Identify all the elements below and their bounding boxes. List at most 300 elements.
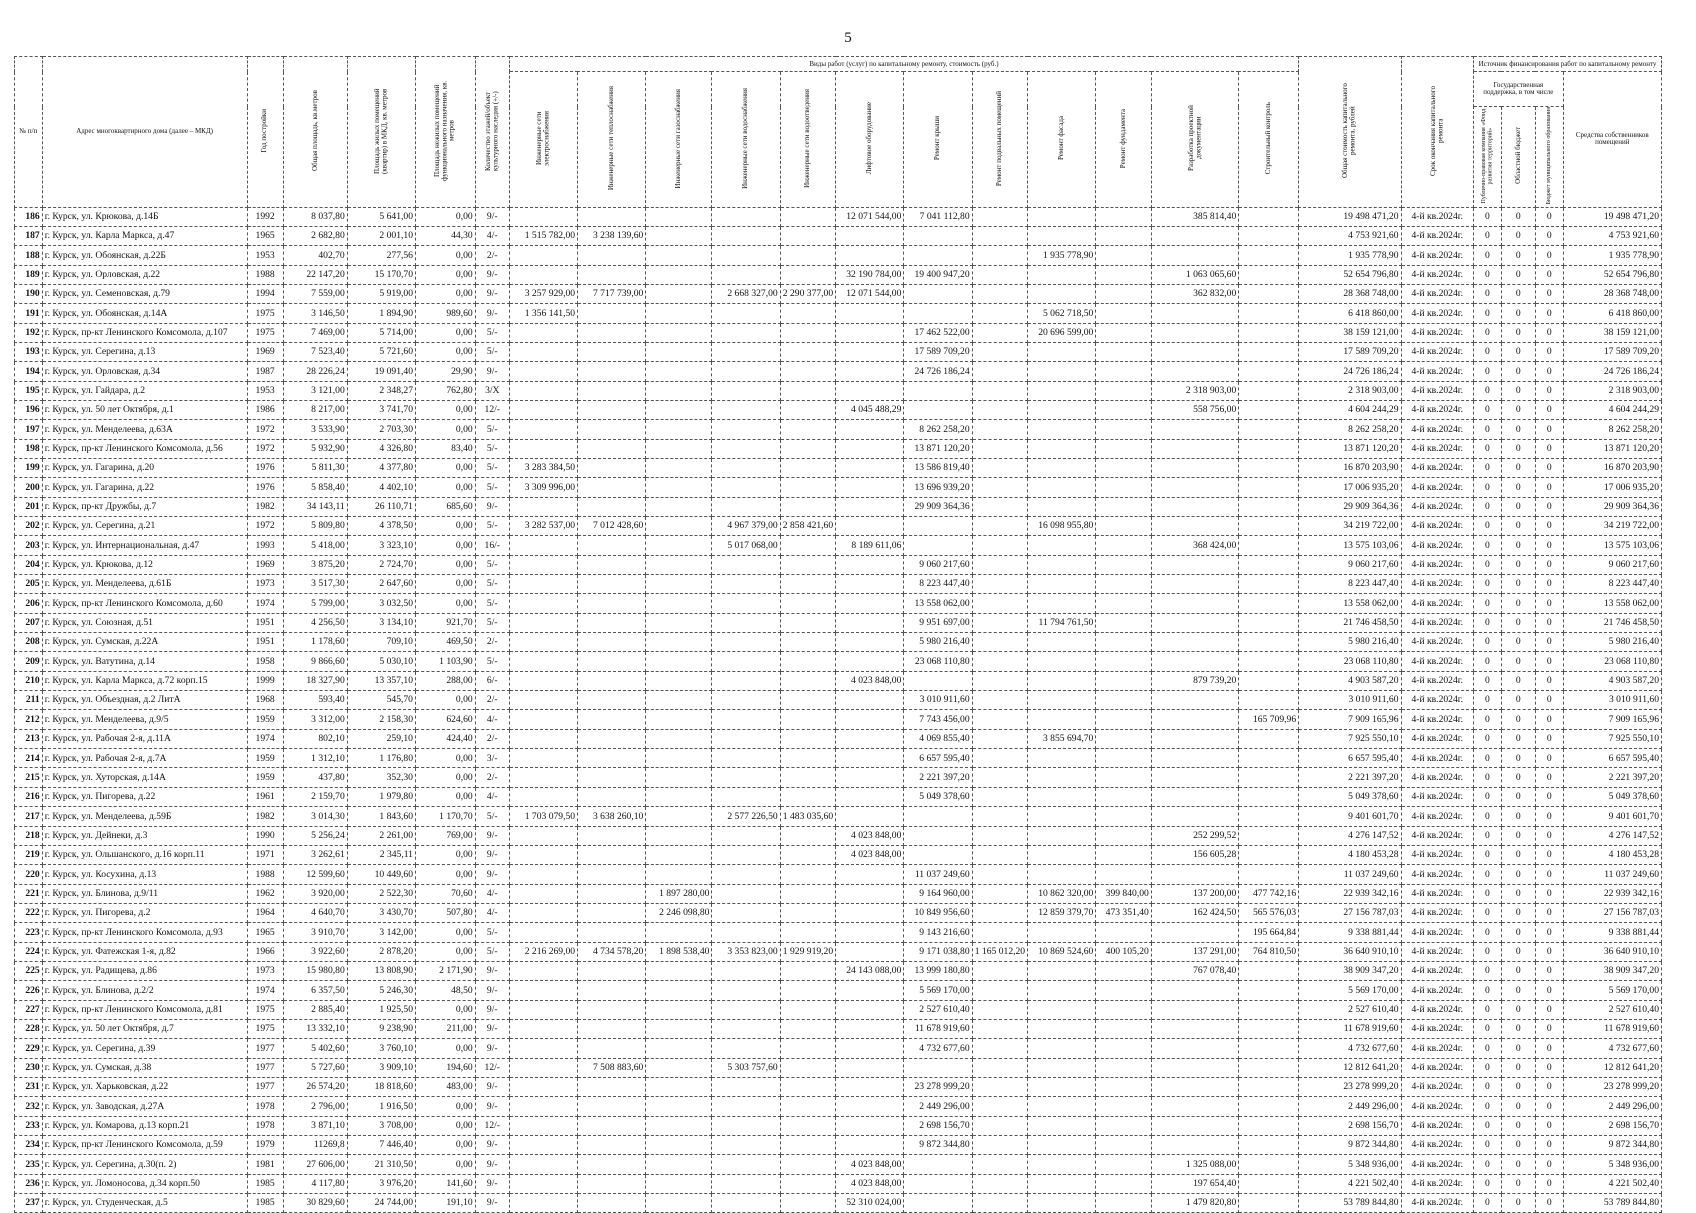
row-work-cost xyxy=(836,807,904,826)
row-finance-value: 4 903 587,20 xyxy=(1563,671,1661,690)
row-work-cost: 1 483 035,60 xyxy=(780,807,835,826)
row-living-area: 277,56 xyxy=(347,246,415,265)
row-work-cost: 32 190 784,00 xyxy=(836,265,904,284)
row-work-cost xyxy=(578,729,646,748)
row-work-cost xyxy=(1151,691,1238,710)
row-work-cost xyxy=(904,284,972,303)
row-finance-value: 0 xyxy=(1501,729,1535,748)
row-work-cost xyxy=(1239,749,1299,768)
row-work-cost xyxy=(1151,749,1238,768)
row-work-cost xyxy=(509,652,577,671)
row-address: г. Курск, ул. Фатежская 1-я, д.82 xyxy=(42,942,247,961)
row-work-cost xyxy=(509,981,577,1000)
row-deadline: 4-й кв.2024г. xyxy=(1401,1077,1474,1096)
row-work-cost xyxy=(972,420,1027,439)
row-work-cost xyxy=(712,381,780,400)
table-row xyxy=(15,478,1662,497)
row-total-area: 402,70 xyxy=(283,246,347,265)
row-finance-value: 0 xyxy=(1474,1174,1502,1193)
row-work-cost xyxy=(712,671,780,690)
row-work-cost xyxy=(578,903,646,922)
row-finance-value: 2 449 296,00 xyxy=(1563,1097,1661,1116)
row-number: 202 xyxy=(15,517,43,536)
col-work-heat: Инженерные сети теплоснабжения xyxy=(578,72,646,208)
row-work-cost xyxy=(578,1174,646,1193)
row-total-cost: 5 569 170,00 xyxy=(1299,981,1401,1000)
row-finance-value: 38 909 347,20 xyxy=(1563,961,1661,980)
row-work-cost xyxy=(1239,420,1299,439)
row-living-area: 9 238,90 xyxy=(347,1019,415,1038)
row-finance-value: 2 698 156,70 xyxy=(1563,1116,1661,1135)
row-work-cost xyxy=(712,1019,780,1038)
row-nonliving-area: 194,60 xyxy=(415,1058,475,1077)
row-work-cost: 1 703 079,50 xyxy=(509,807,577,826)
row-work-cost: 4 023 848,00 xyxy=(836,1174,904,1193)
row-address: г. Курск, пр-кт Ленинского Комсомола, д.60 xyxy=(42,594,247,613)
row-address: г. Курск, ул. Серегина, д.39 xyxy=(42,1039,247,1058)
row-work-cost xyxy=(509,710,577,729)
row-work-cost xyxy=(904,807,972,826)
row-living-area: 709,10 xyxy=(347,633,415,652)
row-work-cost xyxy=(712,1000,780,1019)
row-deadline: 4-й кв.2024г. xyxy=(1401,497,1474,516)
row-work-cost xyxy=(646,633,712,652)
row-finance-value: 7 925 550,10 xyxy=(1563,729,1661,748)
row-total-cost: 2 527 610,40 xyxy=(1299,1000,1401,1019)
row-work-cost xyxy=(836,981,904,1000)
row-number: 217 xyxy=(15,807,43,826)
row-deadline: 4-й кв.2024г. xyxy=(1401,1097,1474,1116)
row-work-cost xyxy=(1151,439,1238,458)
row-address: г. Курск, ул. 50 лет Октября, д.7 xyxy=(42,1019,247,1038)
row-work-cost: 3 257 929,00 xyxy=(509,284,577,303)
row-nonliving-area: 0,00 xyxy=(415,478,475,497)
row-work-cost: 1 479 820,80 xyxy=(1151,1194,1238,1213)
row-finance-value: 0 xyxy=(1535,729,1563,748)
row-work-cost xyxy=(972,1000,1027,1019)
row-number: 201 xyxy=(15,497,43,516)
row-work-cost xyxy=(1151,246,1238,265)
row-work-cost xyxy=(578,710,646,729)
row-address: г. Курск, ул. Ватутина, д.14 xyxy=(42,652,247,671)
row-work-cost xyxy=(1239,807,1299,826)
row-finance-value: 0 xyxy=(1535,884,1563,903)
row-work-cost xyxy=(1096,323,1151,342)
row-work-cost xyxy=(1028,865,1096,884)
row-total-area: 5 418,00 xyxy=(283,536,347,555)
row-total-cost: 27 156 787,03 xyxy=(1299,903,1401,922)
row-finance-value: 0 xyxy=(1501,671,1535,690)
row-finance-value: 0 xyxy=(1474,1155,1502,1174)
row-work-cost xyxy=(972,1097,1027,1116)
row-work-cost xyxy=(972,1077,1027,1096)
row-number: 213 xyxy=(15,729,43,748)
row-year: 1953 xyxy=(247,246,283,265)
row-deadline: 4-й кв.2024г. xyxy=(1401,787,1474,806)
row-work-cost xyxy=(1239,961,1299,980)
row-work-cost: 197 654,40 xyxy=(1151,1174,1238,1193)
row-number: 214 xyxy=(15,749,43,768)
row-floors: 5/- xyxy=(475,613,509,632)
row-total-cost: 5 348 936,00 xyxy=(1299,1155,1401,1174)
row-work-cost xyxy=(1096,826,1151,845)
row-finance-value: 0 xyxy=(1474,1019,1502,1038)
row-total-cost: 19 498 471,20 xyxy=(1299,207,1401,226)
row-work-cost xyxy=(1151,478,1238,497)
row-floors: 5/- xyxy=(475,458,509,477)
row-total-cost: 4 276 147,52 xyxy=(1299,826,1401,845)
row-work-cost: 165 709,96 xyxy=(1239,710,1299,729)
row-finance-value: 0 xyxy=(1474,594,1502,613)
row-work-cost: 5 980 216,40 xyxy=(904,633,972,652)
row-work-cost xyxy=(1096,517,1151,536)
row-living-area: 3 708,00 xyxy=(347,1116,415,1135)
row-address: г. Курск, ул. Менделеева, д.9/5 xyxy=(42,710,247,729)
row-finance-value: 0 xyxy=(1474,362,1502,381)
row-work-cost xyxy=(646,226,712,245)
row-nonliving-area: 685,60 xyxy=(415,497,475,516)
row-total-cost: 4 903 587,20 xyxy=(1299,671,1401,690)
register-body xyxy=(15,207,1662,1213)
row-work-cost xyxy=(780,903,835,922)
row-deadline: 4-й кв.2024г. xyxy=(1401,536,1474,555)
row-work-cost xyxy=(836,652,904,671)
row-total-cost: 6 657 595,40 xyxy=(1299,749,1401,768)
row-work-cost xyxy=(578,1116,646,1135)
row-work-cost xyxy=(646,981,712,1000)
table-row xyxy=(15,981,1662,1000)
row-work-cost xyxy=(780,1136,835,1155)
row-work-cost xyxy=(578,865,646,884)
row-work-cost xyxy=(972,865,1027,884)
row-work-cost xyxy=(972,497,1027,516)
row-work-cost xyxy=(1151,787,1238,806)
row-year: 1988 xyxy=(247,265,283,284)
row-work-cost xyxy=(1096,729,1151,748)
row-work-cost xyxy=(1151,865,1238,884)
row-total-area: 5 799,00 xyxy=(283,594,347,613)
row-finance-value: 0 xyxy=(1474,439,1502,458)
row-finance-value: 9 872 344,80 xyxy=(1563,1136,1661,1155)
col-work-elevator: Лифтовое оборудование xyxy=(836,72,904,208)
table-row xyxy=(15,207,1662,226)
row-finance-value: 0 xyxy=(1535,710,1563,729)
row-finance-value: 0 xyxy=(1535,246,1563,265)
row-finance-value: 0 xyxy=(1474,633,1502,652)
row-work-cost: 5 017 068,00 xyxy=(712,536,780,555)
row-floors: 16/- xyxy=(475,536,509,555)
row-work-cost xyxy=(509,265,577,284)
row-finance-value: 13 575 103,06 xyxy=(1563,536,1661,555)
row-address: г. Курск, ул. Крюкова, д.14Б xyxy=(42,207,247,226)
row-work-cost xyxy=(1096,749,1151,768)
row-nonliving-area: 0,00 xyxy=(415,691,475,710)
row-year: 1975 xyxy=(247,304,283,323)
row-total-cost: 52 654 796,80 xyxy=(1299,265,1401,284)
row-work-cost xyxy=(712,652,780,671)
row-deadline: 4-й кв.2024г. xyxy=(1401,226,1474,245)
row-year: 1972 xyxy=(247,517,283,536)
row-work-cost xyxy=(1096,961,1151,980)
row-work-cost xyxy=(1239,845,1299,864)
row-floors: 12/- xyxy=(475,400,509,419)
row-address: г. Курск, ул. Рабочая 2-я, д.11А xyxy=(42,729,247,748)
row-total-area: 9 866,60 xyxy=(283,652,347,671)
row-work-cost xyxy=(509,1039,577,1058)
row-year: 1985 xyxy=(247,1174,283,1193)
table-row xyxy=(15,226,1662,245)
row-work-cost: 4 023 848,00 xyxy=(836,845,904,864)
row-deadline: 4-й кв.2024г. xyxy=(1401,652,1474,671)
row-floors: 5/- xyxy=(475,517,509,536)
row-work-cost: 13 871 120,20 xyxy=(904,439,972,458)
row-work-cost xyxy=(578,207,646,226)
row-work-cost xyxy=(780,304,835,323)
row-work-cost xyxy=(836,458,904,477)
row-floors: 6/- xyxy=(475,671,509,690)
row-total-cost: 53 789 844,80 xyxy=(1299,1194,1401,1213)
row-number: 190 xyxy=(15,284,43,303)
row-work-cost xyxy=(836,381,904,400)
row-deadline: 4-й кв.2024г. xyxy=(1401,265,1474,284)
row-work-cost xyxy=(646,478,712,497)
row-finance-value: 0 xyxy=(1474,458,1502,477)
row-work-cost xyxy=(1096,246,1151,265)
row-work-cost xyxy=(578,536,646,555)
row-work-cost xyxy=(780,826,835,845)
row-work-cost xyxy=(836,362,904,381)
row-floors: 5/- xyxy=(475,923,509,942)
row-work-cost xyxy=(646,749,712,768)
row-work-cost: 11 037 249,60 xyxy=(904,865,972,884)
row-total-cost: 17 006 935,20 xyxy=(1299,478,1401,497)
row-nonliving-area: 0,00 xyxy=(415,865,475,884)
row-number: 200 xyxy=(15,478,43,497)
row-work-cost xyxy=(1028,671,1096,690)
row-work-cost xyxy=(712,961,780,980)
row-work-cost: 4 023 848,00 xyxy=(836,826,904,845)
row-nonliving-area: 0,00 xyxy=(415,246,475,265)
row-finance-value: 0 xyxy=(1535,1136,1563,1155)
row-work-cost xyxy=(1239,613,1299,632)
row-work-cost xyxy=(646,536,712,555)
row-finance-value: 23 068 110,80 xyxy=(1563,652,1661,671)
row-work-cost xyxy=(646,458,712,477)
row-total-area: 34 143,11 xyxy=(283,497,347,516)
row-work-cost xyxy=(1096,381,1151,400)
row-total-area: 5 727,60 xyxy=(283,1058,347,1077)
row-work-cost: 13 696 939,20 xyxy=(904,478,972,497)
row-finance-value: 0 xyxy=(1474,265,1502,284)
row-finance-value: 0 xyxy=(1501,575,1535,594)
row-work-cost xyxy=(578,845,646,864)
row-nonliving-area: 0,00 xyxy=(415,845,475,864)
row-work-cost xyxy=(1151,517,1238,536)
row-nonliving-area: 0,00 xyxy=(415,749,475,768)
row-work-cost: 13 999 180,80 xyxy=(904,961,972,980)
row-work-cost: 4 734 578,20 xyxy=(578,942,646,961)
row-work-cost: 2 216 269,00 xyxy=(509,942,577,961)
row-work-cost xyxy=(509,845,577,864)
row-finance-value: 6 418 860,00 xyxy=(1563,304,1661,323)
row-work-cost xyxy=(1096,439,1151,458)
row-work-cost xyxy=(1096,691,1151,710)
row-floors: 2/- xyxy=(475,633,509,652)
row-address: г. Курск, ул. Серегина, д.13 xyxy=(42,342,247,361)
row-deadline: 4-й кв.2024г. xyxy=(1401,729,1474,748)
row-finance-value: 0 xyxy=(1501,226,1535,245)
row-number: 233 xyxy=(15,1116,43,1135)
row-finance-value: 0 xyxy=(1474,884,1502,903)
row-work-cost xyxy=(712,246,780,265)
row-work-cost xyxy=(1028,826,1096,845)
row-work-cost: 7 041 112,80 xyxy=(904,207,972,226)
row-finance-value: 28 368 748,00 xyxy=(1563,284,1661,303)
row-total-area: 5 811,30 xyxy=(283,458,347,477)
row-work-cost xyxy=(509,691,577,710)
row-work-cost: 5 303 757,60 xyxy=(712,1058,780,1077)
row-deadline: 4-й кв.2024г. xyxy=(1401,1194,1474,1213)
row-work-cost: 2 290 377,00 xyxy=(780,284,835,303)
row-work-cost: 8 189 611,06 xyxy=(836,536,904,555)
row-work-cost xyxy=(646,1097,712,1116)
row-finance-value: 0 xyxy=(1501,207,1535,226)
row-living-area: 4 402,10 xyxy=(347,478,415,497)
row-year: 1999 xyxy=(247,671,283,690)
row-finance-value: 1 935 778,90 xyxy=(1563,246,1661,265)
row-nonliving-area: 0,00 xyxy=(415,787,475,806)
row-finance-value: 0 xyxy=(1501,884,1535,903)
row-finance-value: 0 xyxy=(1474,304,1502,323)
row-work-cost xyxy=(509,400,577,419)
row-work-cost xyxy=(646,575,712,594)
row-work-cost: 3 283 384,50 xyxy=(509,458,577,477)
row-finance-value: 0 xyxy=(1535,207,1563,226)
row-work-cost: 3 282 537,00 xyxy=(509,517,577,536)
row-work-cost xyxy=(509,1077,577,1096)
row-living-area: 2 001,10 xyxy=(347,226,415,245)
row-number: 198 xyxy=(15,439,43,458)
row-finance-value: 17 006 935,20 xyxy=(1563,478,1661,497)
row-finance-value: 0 xyxy=(1474,1097,1502,1116)
row-year: 1958 xyxy=(247,652,283,671)
row-floors: 5/- xyxy=(475,342,509,361)
row-number: 222 xyxy=(15,903,43,922)
row-finance-value: 0 xyxy=(1474,1039,1502,1058)
col-address: Адрес многоквартирного дома (далее – МКД) xyxy=(42,57,247,208)
row-work-cost xyxy=(509,594,577,613)
row-work-cost xyxy=(1151,1058,1238,1077)
row-total-cost: 9 401 601,70 xyxy=(1299,807,1401,826)
row-living-area: 13 808,90 xyxy=(347,961,415,980)
row-work-cost: 2 527 610,40 xyxy=(904,1000,972,1019)
row-finance-value: 38 159 121,00 xyxy=(1563,323,1661,342)
row-finance-value: 0 xyxy=(1501,845,1535,864)
row-work-cost xyxy=(780,478,835,497)
row-work-cost xyxy=(578,420,646,439)
row-finance-value: 0 xyxy=(1501,865,1535,884)
row-floors: 9/- xyxy=(475,1194,509,1213)
row-work-cost xyxy=(836,1039,904,1058)
row-total-area: 3 922,60 xyxy=(283,942,347,961)
row-work-cost xyxy=(904,1155,972,1174)
row-living-area: 1 894,90 xyxy=(347,304,415,323)
row-work-cost xyxy=(509,536,577,555)
row-work-cost xyxy=(972,342,1027,361)
row-work-cost xyxy=(1028,497,1096,516)
row-number: 191 xyxy=(15,304,43,323)
row-finance-value: 0 xyxy=(1474,575,1502,594)
row-work-cost xyxy=(1028,1155,1096,1174)
col-floors: Количество этажей/объект культурного наследия (+/-) xyxy=(475,57,509,208)
row-work-cost xyxy=(780,691,835,710)
row-floors: 9/- xyxy=(475,865,509,884)
row-work-cost xyxy=(578,1000,646,1019)
row-total-cost: 13 575 103,06 xyxy=(1299,536,1401,555)
row-nonliving-area: 0,00 xyxy=(415,323,475,342)
row-finance-value: 0 xyxy=(1501,787,1535,806)
row-work-cost xyxy=(1096,575,1151,594)
row-work-cost: 473 351,40 xyxy=(1096,903,1151,922)
row-floors: 9/- xyxy=(475,362,509,381)
row-work-cost xyxy=(1028,1019,1096,1038)
row-nonliving-area: 469,50 xyxy=(415,633,475,652)
row-deadline: 4-й кв.2024г. xyxy=(1401,845,1474,864)
row-finance-value: 4 753 921,60 xyxy=(1563,226,1661,245)
row-total-area: 18 327,90 xyxy=(283,671,347,690)
row-work-cost: 29 909 364,36 xyxy=(904,497,972,516)
table-row xyxy=(15,1136,1662,1155)
row-finance-value: 4 221 502,40 xyxy=(1563,1174,1661,1193)
table-row xyxy=(15,381,1662,400)
row-work-cost: 9 872 344,80 xyxy=(904,1136,972,1155)
row-work-cost xyxy=(578,555,646,574)
row-work-cost xyxy=(509,1155,577,1174)
row-total-area: 28 226,24 xyxy=(283,362,347,381)
row-work-cost xyxy=(836,304,904,323)
row-finance-value: 4 732 677,60 xyxy=(1563,1039,1661,1058)
row-work-cost xyxy=(1028,1039,1096,1058)
row-floors: 9/- xyxy=(475,497,509,516)
row-work-cost xyxy=(1239,865,1299,884)
row-living-area: 2 345,11 xyxy=(347,845,415,864)
row-finance-value: 0 xyxy=(1535,961,1563,980)
row-work-cost xyxy=(509,1116,577,1135)
row-total-cost: 4 180 453,28 xyxy=(1299,845,1401,864)
row-finance-value: 0 xyxy=(1474,787,1502,806)
row-year: 1975 xyxy=(247,323,283,342)
row-finance-value: 0 xyxy=(1501,1058,1535,1077)
row-total-area: 3 312,00 xyxy=(283,710,347,729)
row-work-cost xyxy=(1239,1019,1299,1038)
row-number: 215 xyxy=(15,768,43,787)
row-work-cost xyxy=(646,1136,712,1155)
row-work-cost xyxy=(1096,1116,1151,1135)
row-year: 1971 xyxy=(247,845,283,864)
row-work-cost xyxy=(780,439,835,458)
row-total-cost: 36 640 910,10 xyxy=(1299,942,1401,961)
row-finance-value: 4 604 244,29 xyxy=(1563,400,1661,419)
row-work-cost: 23 068 110,80 xyxy=(904,652,972,671)
row-work-cost xyxy=(904,826,972,845)
row-work-cost: 9 143 216,60 xyxy=(904,923,972,942)
row-deadline: 4-й кв.2024г. xyxy=(1401,671,1474,690)
row-finance-value: 0 xyxy=(1535,845,1563,864)
table-row xyxy=(15,284,1662,303)
row-year: 1977 xyxy=(247,1058,283,1077)
row-work-cost xyxy=(1028,1097,1096,1116)
col-group-works: Виды работ (услуг) по капитальному ремонту, стоимость (руб.) xyxy=(509,57,1298,72)
